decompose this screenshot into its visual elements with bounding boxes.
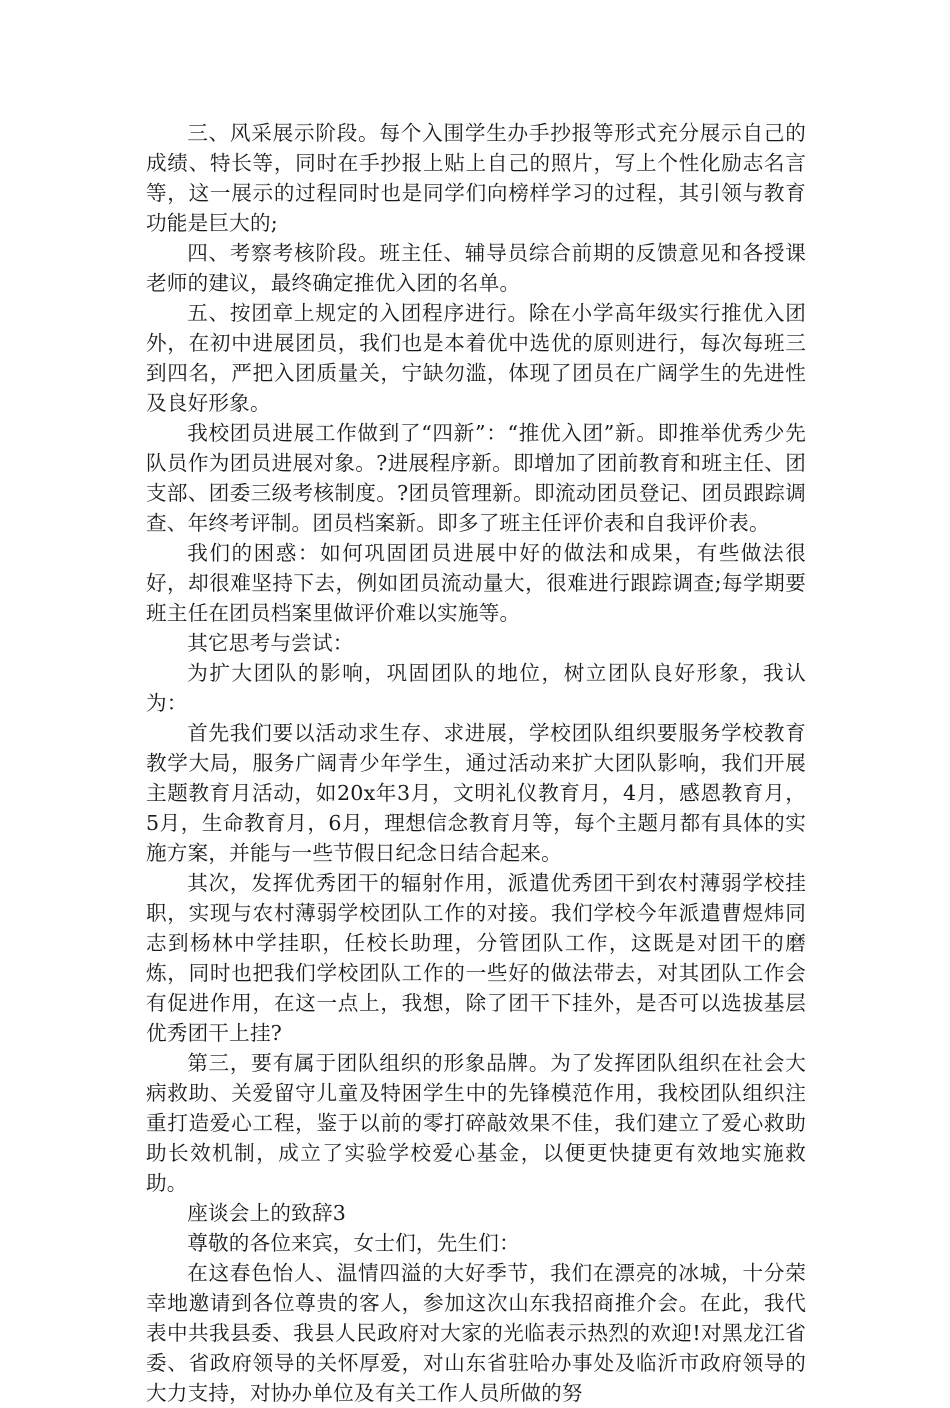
paragraph-stage-four: 四、考察考核阶段。班主任、辅导员综合前期的反馈意见和各授课老师的建议，最终确定推优入团的名单。 [146,241,806,295]
paragraph-salutation: 尊敬的各位来宾，女士们，先生们： [187,1231,520,1255]
paragraph-second-cadres: 其次，发挥优秀团干的辐射作用，派遣优秀团干到农村薄弱学校挂职，实现与农村薄弱学校团队工作的对接。我们学校今年派遣曹煜炜同志到杨林中学挂职，任校长助理，分管团队工作，这既是对团干的磨炼，同时也把我们学校团队工作的一些好的做法带去，对其团队工作会有促进作用，在这一点上，我想，除了团干下挂外，是否可以选拔基层优秀团干上挂? [146,871,806,1045]
paragraph-welcome: 在这春色怡人、温情四溢的大好季节，我们在漂亮的冰城，十分荣幸地邀请到各位尊贵的客人，参加这次山东我招商推介会。在此，我代表中共我县委、我县人民政府对大家的光临表示热烈的欢迎!对黑龙江省委、省政府领导的关怀厚爱，对山东省驻哈办事处及临沂市政府领导的大力支持，对协办单位及有关工作人员所做的努 [146,1261,806,1405]
document-body [146,118,806,1408]
paragraph-stage-five: 五、按团章上规定的入团程序进行。除在小学高年级实行推优入团外，在初中进展团员，我们也是本着优中选优的原则进行，每次每班三到四名，严把入团质量关，宁缺勿滥，体现了团员在广阔学生的先进性及良好形象。 [146,301,806,415]
paragraph-stage-three: 三、风采展示阶段。每个入围学生办手抄报等形式充分展示自己的成绩、特长等，同时在手抄报上贴上自己的照片，写上个性化励志名言等，这一展示的过程同时也是同学们向榜样学习的过程，其引领与教育功能是巨大的; [146,121,806,235]
paragraph-third-brand: 第三，要有属于团队组织的形象品牌。为了发挥团队组织在社会大病救助、关爱留守儿童及特困学生中的先锋模范作用，我校团队组织注重打造爱心工程，鉴于以前的零打碎敲效果不佳，我们建立了爱心救助助长效机制，成立了实验学校爱心基金，以便更快捷更有效地实施救助。 [146,1051,806,1195]
paragraph-expand-influence: 为扩大团队的影响，巩固团队的地位，树立团队良好形象，我认为： [146,661,806,715]
section-heading-speech-3: 座谈会上的致辞3 [187,1201,347,1225]
paragraph-confusion: 我们的困惑：如何巩固团员进展中好的做法和成果，有些做法很好，却很难坚持下去，例如团员流动量大，很难进行跟踪调查;每学期要班主任在团员档案里做评价难以实施等。 [146,541,806,625]
paragraph-other-thoughts-heading: 其它思考与尝试： [187,631,354,655]
paragraph-first-activities: 首先我们要以活动求生存、求进展，学校团队组织要服务学校教育教学大局，服务广阔青少年学生，通过活动来扩大团队影响，我们开展主题教育月活动，如20x年3月，文明礼仪教育月，4月，感恩教育月，5月，生命教育月，6月，理想信念教育月等，每个主题月都有具体的实施方案，并能与一些节假日纪念日结合起来。 [146,721,806,865]
paragraph-four-new: 我校团员进展工作做到了“四新”：“推优入团”新。即推举优秀少先队员作为团员进展对象。?进展程序新。即增加了团前教育和班主任、团支部、团委三级考核制度。?团员管理新。即流动团员登记、团员跟踪调查、年终考评制。团员档案新。即多了班主任评价表和自我评价表。 [146,421,806,535]
